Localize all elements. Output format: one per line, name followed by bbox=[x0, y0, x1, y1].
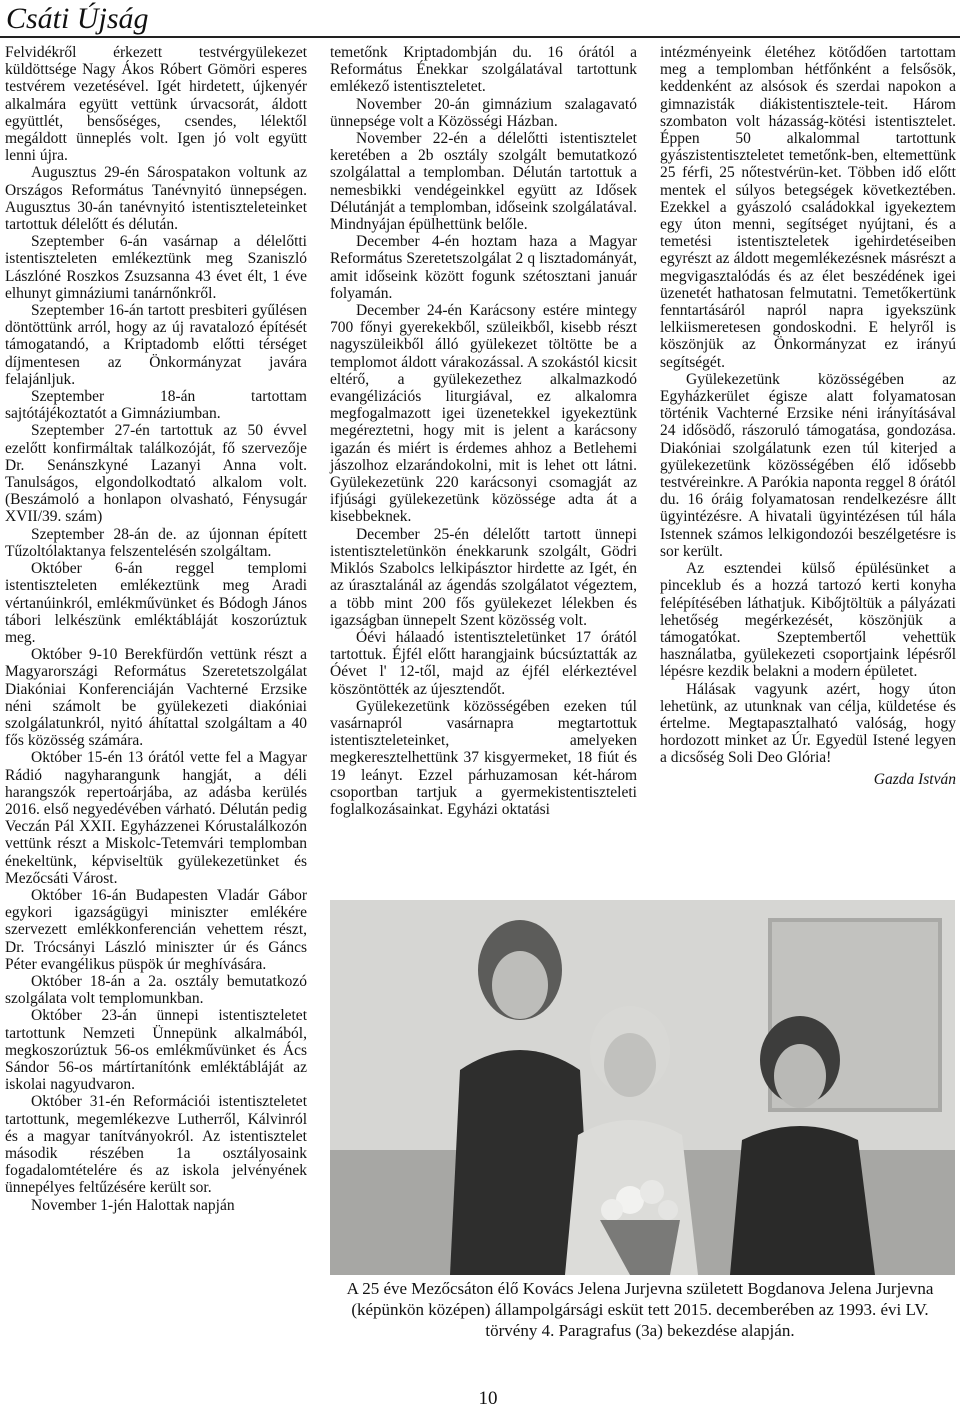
paragraph: December 24-én Karácsony estére mintegy 700 főnyi gyerekekből, szüleikből, kisebb részt nagyszüleikből álló gyülekezet töltötte be a templomot áldott várakozással. A szokástól kicsit eltérő, a gyülekezethez alkalmazkodó evangélizációs liturgiával, ez alkalomra megfogalmazott igei üzenetekkel igyekeztünk megéreztetni, hogy mit is jelent a karácsony igazán és miért is érdemes ahhoz a Betlehemi jászolhoz elzarándokolni, mit is lehet ott látni. Gyülekezetünk 220 karácsonyi csomagját az ifjúsági gyülekezetünk közössége adta át a kisebbeknek. bbox=[330, 302, 637, 526]
paragraph: temetőnk Kriptadombján du. 16 órától a Református Énekkar szolgálatával tartottunk emlékező istentiszteletet. bbox=[330, 44, 637, 96]
paragraph: Hálásak vagyunk azért, hogy úton lehetünk, az utunknak van célja, küldetése és értelme. Megtapasztalható valóság, hogy hordozott minket az Úr. Egyedül Istené legyen a dicsőség Soli Deo Glória! bbox=[660, 680, 956, 767]
paragraph: December 25-én délelőtt tartott ünnepi istentiszteletünkön énekkarunk szolgált, Gödri Miklós Szabolcs lelkipásztor hirdette az Igét, én az úrasztalánál az ágendás szolgálatot végeztem, a több mint 200 fős gyülekezet lélekben és igazságban ünnepelt Szent közösség volt. bbox=[330, 525, 637, 629]
paragraph: November 1-jén Halottak napján bbox=[31, 1196, 235, 1214]
paragraph: Október 6-án reggel templomi istentiszteleten emlékeztünk meg Aradi vértanúinkról, emlékművünket és Bódogh János tábori lelkészünk emléktábláját koszorúztuk meg. bbox=[5, 560, 307, 646]
article-column-2 bbox=[330, 44, 637, 818]
masthead-rule bbox=[0, 36, 960, 38]
paragraph: Óévi hálaadó istentiszteletünket 17 órától tartottuk. Éjfél előtt harangjaink búcsúztatták az Óévet l' 12-től, majd az éjfél elérkeztével köszöntötték az újesztendőt. bbox=[330, 628, 637, 698]
page-number: 10 bbox=[478, 1388, 498, 1409]
article-column-3 bbox=[660, 44, 956, 788]
paragraph: Szeptember 16-án tartott presbiteri gyűlésen döntöttünk arról, hogy az új ravatalozó építését támogatandó, a Kriptadomb előtti térséget díjmentesen az Önkormányzat javára felajánljuk. bbox=[5, 302, 307, 388]
paragraph: Gyülekezetünk közösségében ezeken túl vasárnapról vasárnapra megtartottuk istentiszteleteinket, amelyeken megkeresztelhettünk 37 kisgyermeket, 18 fiút és 19 leányt. Ezzel párhuzamosan két-három csoportban tartjuk a gyermekistentiszteleti foglalkozásainkat. Egyházi oktatási bbox=[330, 697, 637, 818]
paragraph: November 20-án gimnázium szalagavató ünnepsége volt a Közösségi Házban. bbox=[330, 95, 637, 130]
paragraph: Felvidékről érkezett testvérgyülekezet küldöttsége Nagy Ákos Róbert Gömöri esperes testvérem vezetésével. Igét hirdetett, újkenyér alkalmára együtt vettünk úrvacsorát, áldott együttlét, bensőséges, csendes, lélektől megáldott ünneplés volt. Igen jó volt együtt lenni újra. bbox=[5, 44, 307, 165]
newspaper-title: Csáti Újság bbox=[6, 2, 149, 35]
paragraph: Október 9-10 Berekfürdőn vettünk részt a Magyarországi Református Szeretetszolgálat Diakóniai Konferenciáján Vachterné Erzsike néni számolt be gyülekezeti diakóniai szolgálatunkról, nyitó áhítattal szolgáltam a 40 fős közösség számára. bbox=[5, 646, 307, 750]
paragraph: December 4-én hoztam haza a Magyar Református Szeretetszolgálat 2 q lisztadományát, amit időseink között fogunk szétosztani január folyamán. bbox=[330, 233, 637, 302]
paragraph: Október 31-én Reformációi istentiszteletet tartottunk, megemlékezve Lutherről, Kálvinról és a magyar tanítványokról. Az istentisztelet második részében 1a osztályosaink fogadalomtételére és az iskola jelvényének ünnepélyes feltűzésére került sor. bbox=[5, 1093, 307, 1197]
paragraph: Október 15-én 13 órától vette fel a Magyar Rádió nagyharangunk hangját, a déli harangszók repertoárjába, az adásba kerülés 2016. első negyedévében várható. Délután pedig Veczán Pál XXII. Egyházzenei Kórustalálkozón vettünk részt a Miskolc-Tetemvári templomban énekeltünk, képviseltük gyülekezetünket és Mezőcsáti Várost. bbox=[5, 749, 307, 887]
paragraph: Október 18-án a 2a. osztály bemutatkozó szolgálata volt templomunkban. bbox=[5, 972, 307, 1008]
author-signature: Gazda István bbox=[873, 770, 956, 788]
ceremony-photo bbox=[330, 900, 955, 1275]
paragraph: Augusztus 29-én Sárospatakon voltunk az Országos Református Tanévnyitó ünnepségen. Augusztus 30-án tanévnyitó istentiszteleteinket tartottuk délelőtt és délután. bbox=[5, 164, 307, 234]
photo-illustration bbox=[330, 900, 955, 1275]
paragraph: Október 23-án ünnepi istentiszteletet tartottunk Nemzeti Ünnepünk alkalmából, megkoszorúztuk 56-os emlékművünket és Ács Sándor 56-os mártírtanítónk emléktábláját az iskolai nagyudvaron. bbox=[5, 1007, 307, 1094]
paragraph: Az esztendei külső épülésünket a pinceklub és a hozzá tartozó kerti konyha felépítésében láthatjuk. Kibőjtöltük a pályázati lehetőség megérkezését, köszönjük a támogatókat. Szeptembertől vehettük használatba, gyülekezeti csoportjaink lépésről lépésre kezdik belakni a modern épületet. bbox=[660, 560, 956, 681]
paragraph: Gyülekezetünk közösségében az Egyházkerület égisze alatt folyamatosan történik Vachterné Erzsike néni irányításával 24 idősödő, rászoruló támogatása, gondozása. Diakóniai szolgálatunk ezen túl kiterjed a gyülekezetünk közösségében élő idősebb testvéreinkre. A Parókia naponta reggel 8 órától du. 16 óráig folyamatosan rendelkezésre állt ügyintézésre. A hivatali ügyintézésen túl hála Istennek számos lelkigondozói beszélgetésre is sor került. bbox=[660, 370, 956, 560]
paragraph: November 22-én a délelőtti istentisztelet keretében a 2b osztály szolgált bemutatkozó szolgálattal a templomban. Délután tartottuk a nemesbikki vendégeinkkel együtt az Idősek Délutánját a templomban, időseink szolgálatával. Mindnyájan épülhettünk belőle. bbox=[330, 130, 637, 234]
paragraph: Szeptember 28-án de. az újonnan épített Tűzoltólaktanya felszentelésén szolgáltam. bbox=[5, 525, 307, 560]
article-column-1 bbox=[5, 44, 307, 1214]
paragraph: intézményeink életéhez kötődően tartottam meg a templomban hétfőnként a felsősök, keddenként az alsósok és szerdai napokon a gimnazisták diákistentisztele-teit. Három szombaton volt házasság-kötési istentisztelet. Éppen 50 alkalommal tartottunk gyászistentiszteletet temetőnk-ben, eltemettünk 25 férfi, 25 nőtestvérün-ket. Többen idő előtt mentek el súlyos betegségek következtében. Ezekkel a gyászoló családokkal igyekeztem egy úton menni, segítséget nyújtani, és a temetési istentiszteletek igehirdetéseiben egyrészt az áldott megemlékezésnek másrészt a megvigasztalódás és az élet beszédének igei üzenetét hathatosan felmutatni. Temetőkertünk fenntartásáról napról napra igyekszünk lelkiismeretesen gondoskodni. E helyről is köszönjük az Önkormányzat ez irányú segítségét. bbox=[660, 44, 956, 371]
paragraph: Október 16-án Budapesten Vladár Gábor egykori igazságügyi miniszter emlékére szervezett emlékkonferencián vehettem részt, Dr. Trócsányi László miniszter úr és Gáncs Péter evangélikus püspök úr meghívására. bbox=[5, 886, 307, 973]
paragraph: Szeptember 18-án tartottam sajtótájékoztatót a Gimnáziumban. bbox=[5, 388, 307, 423]
paragraph: Szeptember 6-án vasárnap a délelőtti istentiszteleten emlékeztünk meg Szaniszló Lászlóné Roszkos Zsuzsanna 43 évet élt, 1 éve elhunyt gimnáziumi tanárnőnkről. bbox=[5, 233, 307, 302]
photo-caption: A 25 éve Mezőcsáton élő Kovács Jelena Jurjevna született Bogdanova Jelena Jurjevna (képünkön középen) állampolgársági esküt tett 2015. decemberében az 1993. évi LV. törvény 4. Paragrafus (3a) bekezdése alapján. bbox=[346, 1279, 934, 1340]
paragraph: Szeptember 27-én tartottuk az 50 évvel ezelőtt konfirmáltak találkozóját, fő szervezője Dr. Senánszkyné Lazanyi Anna volt. Tanulságos, elgondolkodtató alkalom volt. (Beszámoló a honlapon olvasható, Fénysugár XVII/39. szám) bbox=[5, 422, 307, 526]
masthead bbox=[0, 0, 960, 40]
